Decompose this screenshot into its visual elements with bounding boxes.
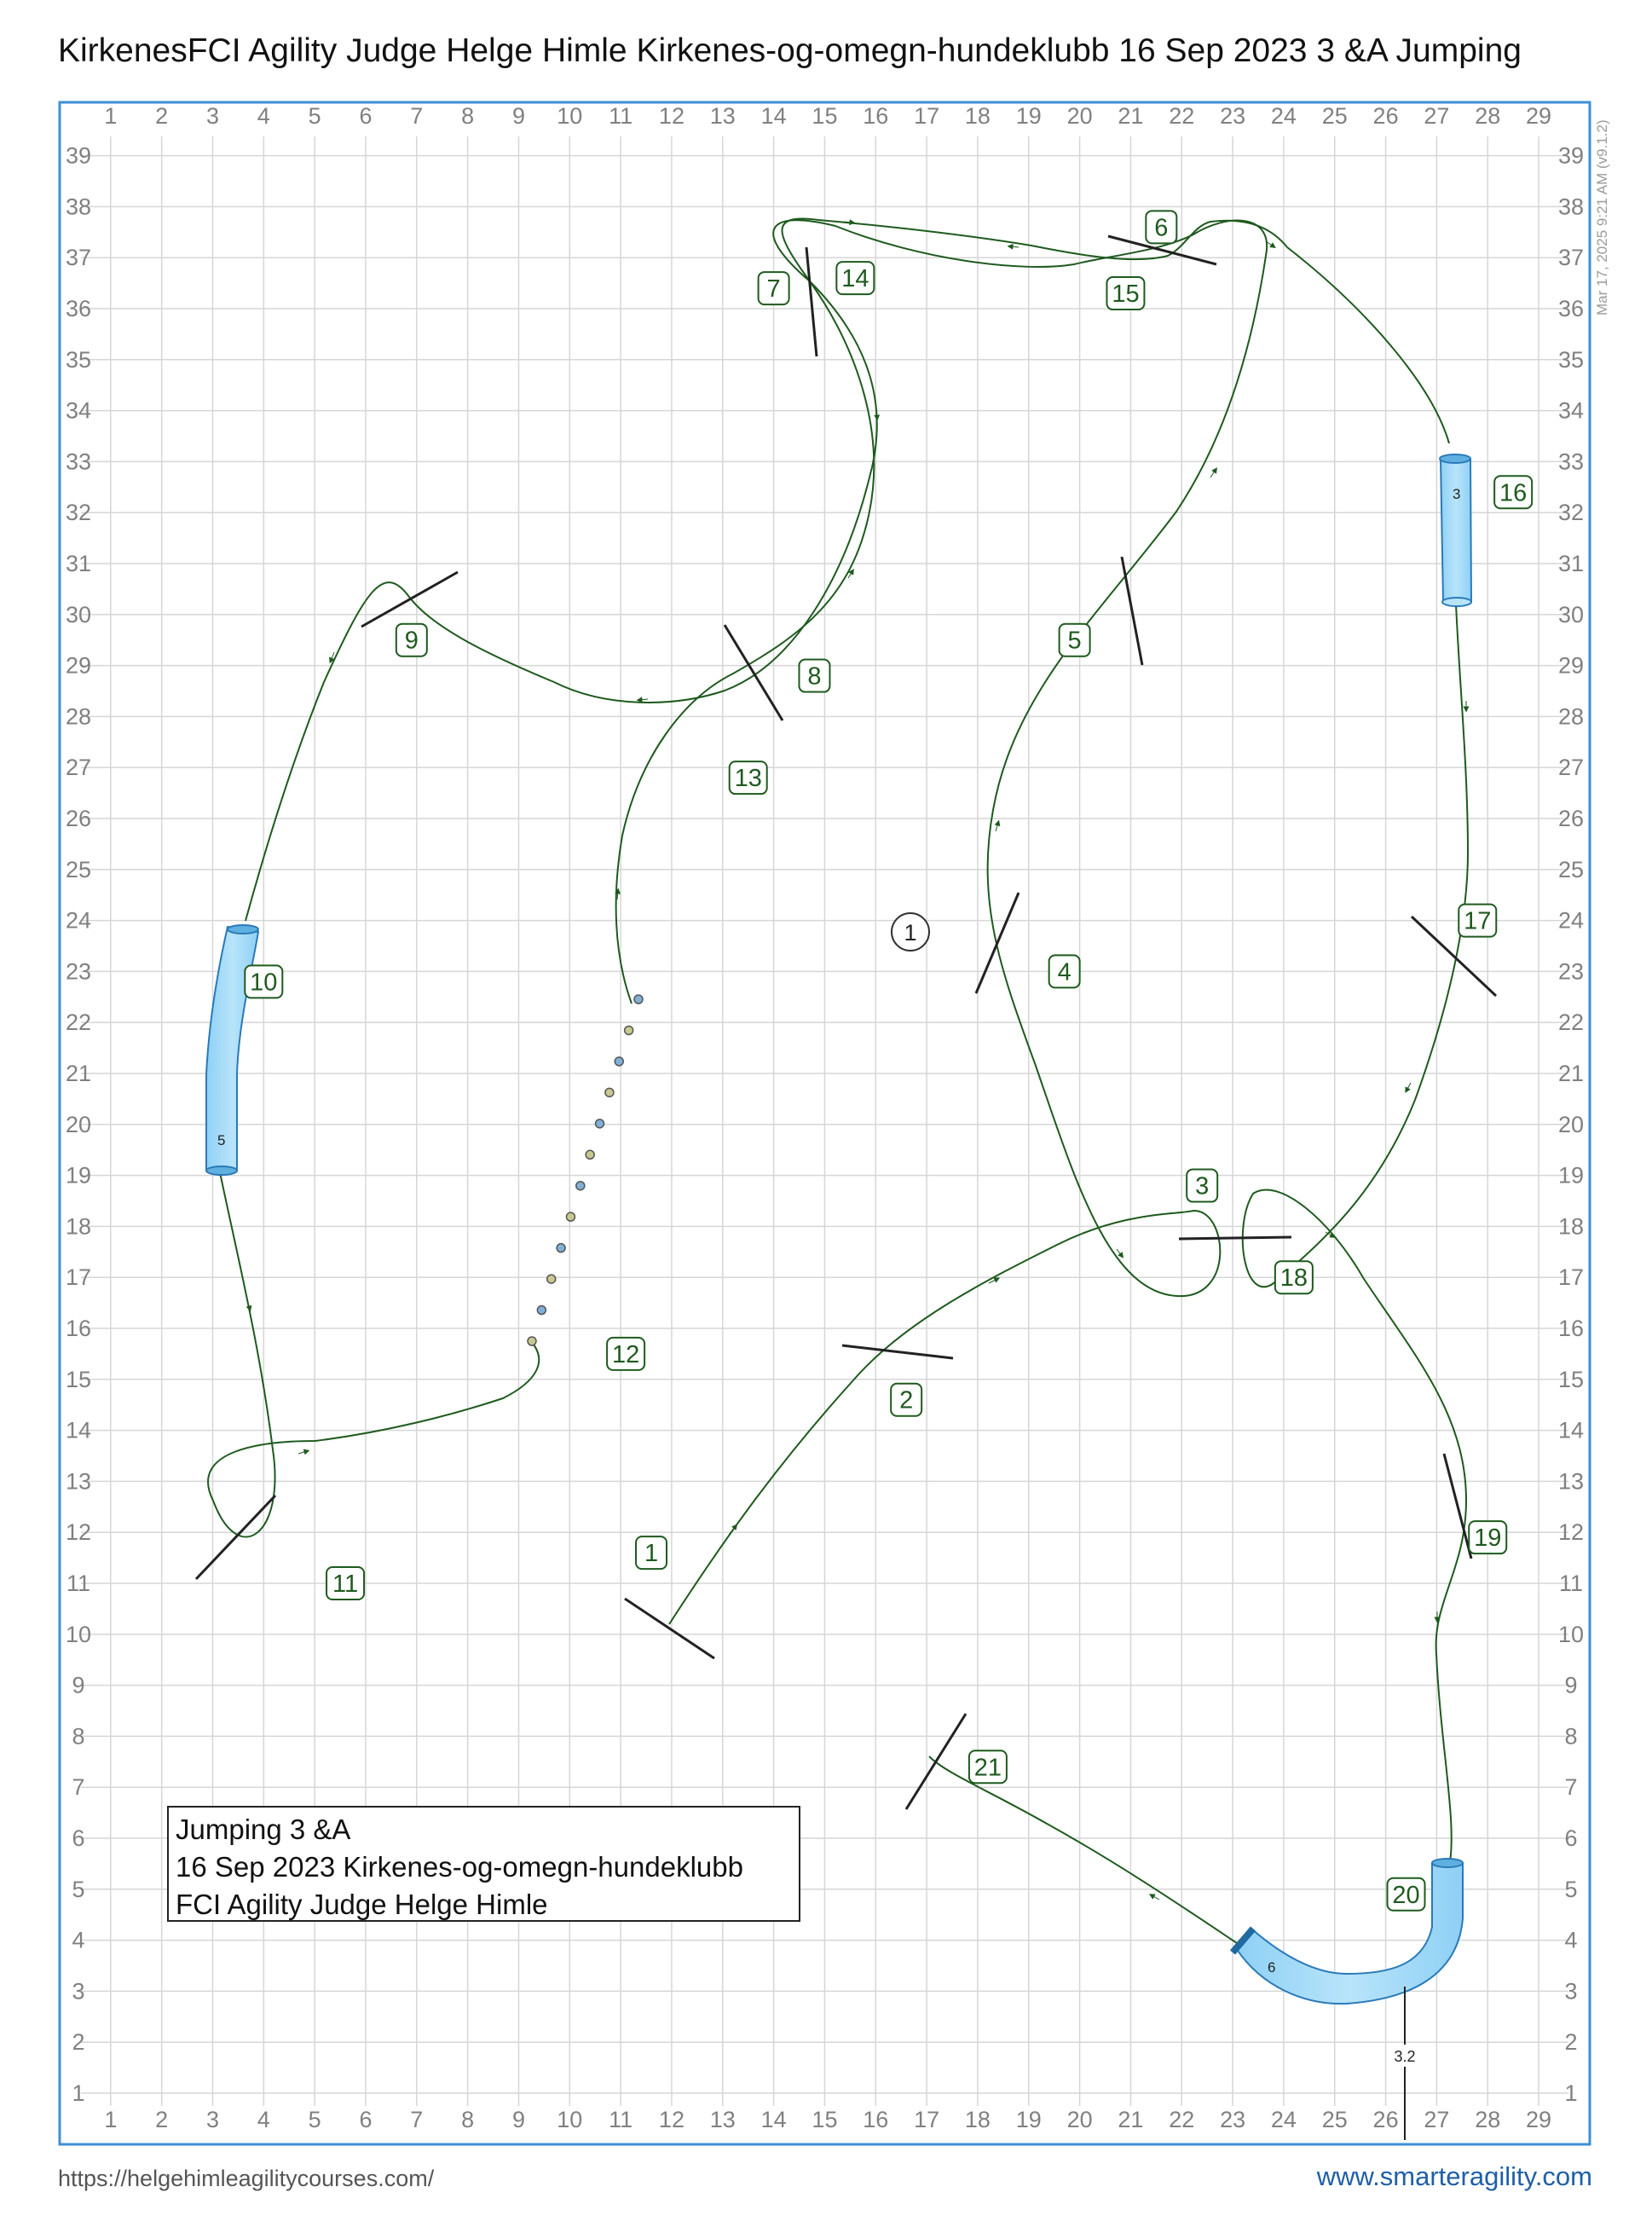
- version-stamp: Mar 17, 2025 9:21 AM (v9.1.2): [1594, 119, 1610, 315]
- jump-19: [1444, 1454, 1471, 1559]
- y-axis-label: 30: [1557, 601, 1585, 628]
- x-axis-label: 10: [557, 103, 583, 129]
- x-axis-label: 20: [1066, 103, 1093, 129]
- x-axis-label: 26: [1372, 103, 1399, 129]
- obstacle-number-13: [730, 761, 767, 794]
- y-axis-label: 36: [65, 296, 92, 321]
- tunnel-10: [206, 925, 258, 1175]
- start-marker-label: 1: [904, 920, 917, 946]
- tunnel-10-label: 5: [217, 1132, 226, 1148]
- obstacle-number-2: [891, 1384, 921, 1416]
- info-line-1: Jumping 3 &A: [176, 1814, 351, 1845]
- tunnel-20: [1233, 1859, 1463, 2004]
- dog-path: [208, 219, 1468, 1948]
- x-axis-label: 13: [709, 103, 736, 129]
- y-axis-label: 30: [65, 601, 92, 628]
- jump-4: [976, 893, 1019, 993]
- x-axis-label: 21: [1118, 103, 1144, 129]
- x-axis-label: 14: [760, 2107, 787, 2132]
- x-axis-label: 23: [1220, 103, 1246, 129]
- y-axis-label: 9: [1564, 1672, 1578, 1698]
- y-axis-label: 24: [65, 907, 92, 934]
- y-axis-label: 19: [65, 1162, 92, 1189]
- x-axis-label: 2: [155, 103, 169, 129]
- y-axis-label: 18: [1557, 1213, 1585, 1240]
- obstacle-number-label: 13: [734, 765, 762, 793]
- x-axis-label: 10: [557, 2107, 583, 2132]
- y-axis-label: 38: [1557, 194, 1585, 220]
- course-title: KirkenesFCI Agility Judge Helge Himle Kirkenes-og-omegn-hundeklubb 16 Sep 2023 3 &A Jumping: [58, 32, 1522, 69]
- obstacle-number-19: [1469, 1521, 1506, 1553]
- obstacle-number-label: 18: [1279, 1264, 1308, 1293]
- x-axis-label: 21: [1118, 2107, 1144, 2132]
- x-axis-label: 29: [1526, 2107, 1552, 2132]
- y-axis-label: 20: [1557, 1111, 1585, 1137]
- x-axis-label: 27: [1424, 103, 1450, 129]
- y-axis-label: 4: [1564, 1927, 1578, 1953]
- jump-7: [806, 247, 817, 356]
- obstacle-number-label: 15: [1112, 281, 1140, 309]
- weave-pole: [557, 1244, 565, 1252]
- y-axis-label: 35: [1557, 346, 1585, 373]
- y-axis-label: 31: [65, 551, 92, 576]
- x-axis-label: 7: [410, 2107, 424, 2132]
- y-axis-label: 15: [65, 1366, 92, 1392]
- y-axis-label: 25: [65, 856, 92, 882]
- tunnel-20-label: 6: [1268, 1959, 1276, 1976]
- x-axis-label: 25: [1321, 103, 1348, 129]
- y-axis-label: 39: [1557, 142, 1585, 169]
- y-axis-label: 6: [1564, 1825, 1578, 1851]
- x-axis-label: 12: [658, 103, 684, 129]
- x-axis-label: 17: [914, 2107, 940, 2132]
- y-axis-label: 19: [1557, 1162, 1585, 1189]
- y-axis-label: 18: [65, 1213, 92, 1240]
- obstacle-number-label: 12: [611, 1340, 640, 1368]
- obstacle-number-8: [799, 660, 829, 692]
- obstacle-number-label: 7: [766, 275, 781, 304]
- x-axis-label: 7: [410, 103, 424, 129]
- x-axis-label: 19: [1015, 103, 1042, 129]
- info-line-3: FCI Agility Judge Helge Himle: [176, 1889, 548, 1920]
- obstacle-number-label: 16: [1499, 479, 1528, 507]
- y-axis-label: 17: [65, 1264, 92, 1291]
- y-axis-label: 9: [72, 1672, 85, 1698]
- y-axis-label: 6: [72, 1825, 85, 1851]
- x-axis-label: 16: [863, 2107, 889, 2132]
- x-axis-label: 20: [1066, 2107, 1093, 2132]
- y-axis-label: 21: [1557, 1061, 1585, 1086]
- y-axis-label: 22: [1557, 1009, 1585, 1036]
- x-axis-label: 13: [709, 2107, 736, 2132]
- y-axis-label: 13: [65, 1468, 92, 1495]
- x-axis-label: 25: [1321, 2107, 1348, 2132]
- obstacle-number-14: [836, 262, 874, 294]
- y-axis-label: 38: [65, 194, 92, 220]
- x-axis-label: 1: [104, 2107, 118, 2132]
- y-axis-label: 4: [72, 1927, 85, 1953]
- jump-9: [361, 572, 458, 627]
- y-axis-label: 36: [1557, 296, 1585, 321]
- y-axis-label: 25: [1557, 856, 1585, 882]
- obstacle-number-label: 21: [973, 1754, 1002, 1782]
- obstacle-number-label: 4: [1057, 958, 1071, 986]
- y-axis-label: 16: [1557, 1316, 1585, 1341]
- tunnel-16: [1440, 454, 1471, 606]
- obstacle-number-16: [1494, 476, 1532, 508]
- x-axis-label: 6: [359, 103, 373, 129]
- x-axis-label: 22: [1169, 103, 1195, 129]
- jump-1: [625, 1599, 714, 1658]
- obstacle-number-21: [969, 1750, 1007, 1783]
- x-axis-label: 24: [1270, 2107, 1297, 2132]
- weave-pole: [605, 1088, 614, 1096]
- x-axis-label: 17: [914, 103, 940, 129]
- jump-2: [842, 1345, 953, 1358]
- y-axis-label: 5: [1564, 1876, 1578, 1902]
- y-axis-label: 33: [65, 448, 92, 475]
- y-axis-label: 28: [65, 703, 92, 730]
- y-axis-label: 5: [72, 1876, 85, 1902]
- y-axis-label: 12: [1557, 1519, 1585, 1546]
- y-axis-label: 37: [65, 245, 92, 271]
- y-axis-label: 23: [1557, 958, 1585, 985]
- obstacle-number-6: [1146, 211, 1176, 243]
- obstacle-number-label: 17: [1464, 907, 1492, 935]
- x-axis-label: 8: [461, 103, 475, 129]
- obstacle-number-1: [636, 1536, 667, 1569]
- x-axis-label: 11: [609, 2107, 633, 2132]
- obstacle-number-label: 14: [841, 265, 869, 293]
- footer-brand[interactable]: www.smarteragility.com: [1316, 2161, 1592, 2191]
- x-axis-label: 11: [609, 103, 633, 129]
- y-axis-label: 10: [65, 1621, 92, 1647]
- x-axis-label: 27: [1424, 2107, 1450, 2132]
- x-axis-label: 24: [1270, 103, 1297, 129]
- obstacle-number-17: [1458, 905, 1496, 937]
- jump-21: [906, 1714, 966, 1809]
- x-axis-label: 22: [1169, 2107, 1195, 2132]
- obstacle-number-label: 5: [1067, 627, 1082, 655]
- x-axis-label: 18: [964, 2107, 991, 2132]
- weave-pole: [566, 1212, 575, 1221]
- y-axis-label: 15: [1557, 1366, 1585, 1392]
- x-axis-label: 6: [359, 2107, 373, 2132]
- y-axis-label: 8: [72, 1723, 85, 1750]
- y-axis-label: 7: [72, 1774, 85, 1801]
- obstacle-number-label: 20: [1392, 1881, 1420, 1909]
- obstacle-number-20: [1388, 1878, 1425, 1911]
- tunnels: [206, 454, 1471, 2004]
- y-axis-label: 34: [65, 397, 92, 424]
- y-axis-label: 17: [1557, 1264, 1585, 1291]
- obstacle-number-7: [759, 272, 789, 304]
- y-axis-label: 23: [65, 958, 92, 985]
- x-axis-label: 8: [461, 2107, 475, 2132]
- y-axis-label: 29: [1557, 652, 1585, 679]
- x-axis-label: 29: [1526, 103, 1552, 129]
- obstacle-number-label: 2: [899, 1386, 914, 1414]
- y-axis-label: 27: [1557, 755, 1585, 781]
- y-axis-label: 10: [1557, 1621, 1585, 1647]
- obstacle-number-label: 9: [404, 627, 419, 655]
- weave-pole: [528, 1337, 536, 1345]
- y-axis-label: 8: [1564, 1723, 1578, 1750]
- weave-pole: [634, 995, 643, 1004]
- y-axis-label: 16: [65, 1316, 92, 1341]
- y-axis-label: 29: [65, 652, 92, 679]
- y-axis-label: 24: [1557, 907, 1585, 934]
- x-axis-label: 12: [658, 2107, 684, 2132]
- y-axis-label: 1: [1564, 2080, 1578, 2106]
- x-axis-label: 19: [1015, 2107, 1042, 2132]
- x-axis-label: 3: [205, 103, 220, 129]
- x-axis-label: 15: [812, 103, 838, 129]
- y-axis-label: 32: [65, 500, 92, 526]
- jump-3: [1179, 1237, 1291, 1239]
- obstacle-number-3: [1187, 1170, 1217, 1202]
- weave-pole: [625, 1026, 633, 1034]
- y-axis-label: 28: [1557, 703, 1585, 730]
- weave-pole: [586, 1150, 594, 1159]
- x-axis-label: 15: [812, 2107, 838, 2132]
- obstacle-number-label: 3: [1195, 1172, 1210, 1200]
- y-axis-label: 1: [72, 2080, 85, 2106]
- obstacle-number-10: [245, 965, 282, 998]
- y-axis-label: 20: [65, 1111, 92, 1137]
- tunnel-16-label: 3: [1453, 486, 1461, 502]
- weave-pole: [537, 1306, 546, 1315]
- obstacle-numbers: [245, 211, 1532, 1910]
- x-axis-label: 28: [1475, 2107, 1501, 2132]
- y-axis-label: 3: [72, 1978, 85, 2004]
- y-axis-label: 39: [65, 142, 92, 169]
- footer-url[interactable]: https://helgehimleagilitycourses.com/: [58, 2166, 435, 2191]
- obstacle-number-5: [1060, 624, 1090, 657]
- obstacle-number-label: 8: [807, 662, 822, 691]
- y-axis-label: 37: [1557, 245, 1585, 271]
- y-axis-label: 2: [1564, 2029, 1578, 2056]
- y-axis-label: 32: [1557, 500, 1585, 526]
- y-axis-label: 34: [1557, 397, 1585, 424]
- x-axis-label: 3: [205, 2107, 220, 2132]
- weave-pole: [576, 1182, 585, 1190]
- y-axis-label: 26: [65, 806, 92, 831]
- obstacle-number-label: 1: [644, 1540, 659, 1568]
- y-axis-label: 13: [1557, 1468, 1585, 1495]
- y-axis-label: 14: [65, 1417, 92, 1443]
- y-axis-label: 26: [1557, 806, 1585, 831]
- x-axis-label: 9: [511, 103, 525, 129]
- obstacle-number-label: 10: [250, 969, 278, 997]
- x-axis-label: 16: [863, 103, 889, 129]
- obstacle-number-11: [326, 1567, 364, 1600]
- info-line-2: 16 Sep 2023 Kirkenes-og-omegn-hundeklubb: [176, 1851, 743, 1883]
- y-axis-label: 31: [1557, 551, 1585, 576]
- x-axis-label: 18: [964, 103, 991, 129]
- x-axis-label: 28: [1475, 103, 1501, 129]
- weave-pole: [596, 1119, 604, 1128]
- weave-poles: [528, 995, 643, 1345]
- x-axis-label: 26: [1372, 2107, 1399, 2132]
- x-axis-label: 5: [308, 2107, 321, 2132]
- y-axis-label: 3: [1564, 1978, 1578, 2004]
- x-axis-label: 4: [257, 103, 270, 129]
- y-axis-label: 22: [65, 1009, 92, 1036]
- measure-label: 3.2: [1394, 2048, 1416, 2065]
- x-axis-label: 4: [257, 2107, 270, 2132]
- x-axis-label: 23: [1220, 2107, 1246, 2132]
- y-axis-label: 27: [65, 755, 92, 781]
- obstacle-number-4: [1049, 955, 1080, 987]
- y-axis-label: 7: [1564, 1774, 1578, 1801]
- y-axis-label: 35: [65, 346, 92, 373]
- obstacle-number-label: 6: [1154, 214, 1169, 242]
- x-axis-label: 9: [511, 2107, 525, 2132]
- y-axis-label: 21: [65, 1061, 92, 1086]
- weave-pole: [547, 1275, 556, 1283]
- y-axis-label: 12: [65, 1519, 92, 1546]
- obstacle-number-9: [396, 624, 427, 657]
- weave-pole: [615, 1057, 623, 1066]
- obstacle-number-label: 19: [1474, 1524, 1502, 1553]
- obstacle-number-15: [1106, 277, 1144, 309]
- obstacle-number-label: 11: [332, 1571, 359, 1598]
- x-axis-label: 1: [104, 103, 118, 129]
- obstacle-number-18: [1275, 1261, 1313, 1293]
- obstacle-number-12: [607, 1338, 644, 1370]
- jump-5: [1122, 557, 1142, 665]
- info-box: [167, 1806, 800, 1922]
- y-axis-label: 33: [1557, 448, 1585, 475]
- x-axis-label: 14: [760, 103, 787, 129]
- y-axis-label: 11: [1558, 1571, 1584, 1596]
- y-axis-label: 2: [72, 2029, 85, 2056]
- x-axis-label: 2: [155, 2107, 169, 2132]
- x-axis-label: 5: [308, 103, 321, 129]
- y-axis-label: 11: [66, 1571, 91, 1596]
- y-axis-label: 14: [1557, 1417, 1585, 1443]
